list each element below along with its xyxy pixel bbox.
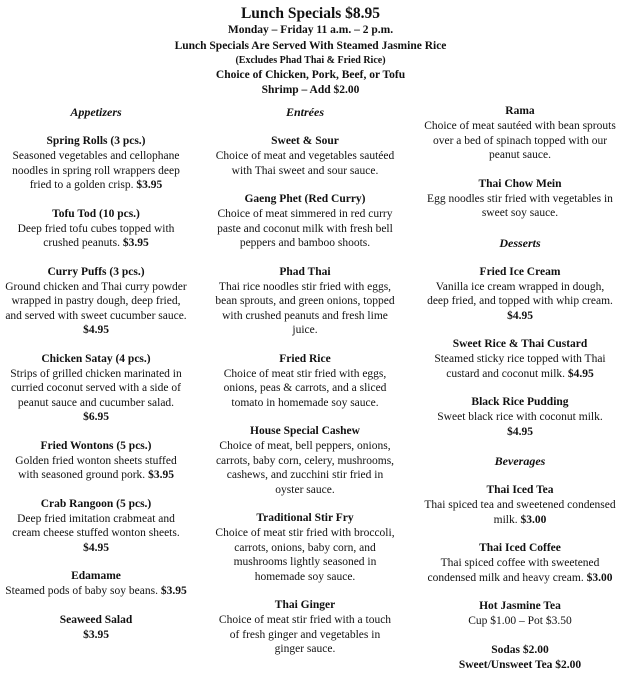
- menu-item-description-block: [214, 613, 396, 657]
- menu-item-description: Egg noodles stir fried with vegetables in sweet soy sauce.: [427, 192, 613, 219]
- menu-item-description: Steamed pods of baby soy beans.: [5, 585, 158, 597]
- menu-item-description: Steamed sticky rice topped with Thai custard and coconut milk.: [434, 353, 606, 380]
- menu-item-description: Ground chicken and Thai curry powder wrapped in pastry dough, deep fried, and served with sweet cucumber sauce.: [5, 280, 187, 322]
- menu-item-price: $4.95: [567, 367, 594, 380]
- menu-item-description-block: [4, 149, 188, 193]
- menu-item-name: Hot Jasmine Tea: [479, 600, 561, 612]
- menu-item-name: Sweet Rice & Thai Custard: [452, 338, 588, 350]
- menu-item-description: Thai spiced coffee with sweetened condensed milk and heavy cream.: [427, 557, 600, 584]
- menu-item-name: Seaweed Salad: [59, 613, 133, 626]
- menu-item-description: Golden fried wonton sheets stuffed with seasoned ground pork.: [15, 454, 177, 481]
- menu-item-description: Choice of meat and vegetables sautéed with Thai sweet and sour sauce.: [215, 150, 395, 177]
- menu-item-description-block: [214, 439, 396, 497]
- menu-item-description-block: [214, 280, 396, 338]
- menu-item-description-block: [424, 498, 616, 527]
- menu-item: [424, 177, 616, 221]
- menu-item: [4, 569, 188, 599]
- menu-item-description-block: [214, 149, 396, 178]
- menu-item-name: Traditional Stir Fry: [256, 512, 354, 524]
- menu-item-name: Crab Rangoon (5 pcs.): [40, 497, 152, 510]
- header-shrimp: Shrimp – Add $2.00: [261, 84, 360, 96]
- menu-item-name: Thai Chow Mein: [478, 177, 562, 190]
- menu-item: [4, 207, 188, 251]
- menu-item-description-block: [4, 367, 188, 425]
- menu-item-name: Phad Thai: [279, 265, 331, 278]
- section-heading-desserts: Desserts: [499, 235, 541, 250]
- menu-item-price: $3.95: [122, 237, 149, 249]
- header-hours: Monday – Friday 11 a.m. – 2 p.m.: [227, 24, 394, 36]
- menu-item-description-block: [4, 584, 188, 599]
- menu-item-description-block: [214, 526, 396, 584]
- menu-item: [4, 497, 188, 556]
- menu-item-description: Strips of grilled chicken marinated in curried coconut served with a side of peanut sauce and cucumber salad.: [10, 367, 182, 409]
- menu-item: [214, 265, 396, 338]
- menu-item-description: Deep fried imitation crabmeat and cream cheese stuffed wonton sheets.: [12, 512, 180, 539]
- menu-item-description-block: [4, 512, 188, 556]
- menu-item-description-block: [214, 207, 396, 251]
- menu-item: [424, 541, 616, 585]
- section-heading-entr-es: Entrées: [285, 105, 324, 119]
- menu-item-name: Sodas $2.00: [491, 643, 549, 656]
- menu-item-price: $3.95: [148, 469, 174, 481]
- menu-column-right: [424, 104, 616, 673]
- menu-item-name: Gaeng Phet (Red Curry): [244, 193, 366, 205]
- menu-item: [424, 337, 616, 381]
- menu-item-name: Edamame: [71, 570, 121, 582]
- menu-item: [424, 643, 616, 658]
- menu-item-name: Curry Puffs (3 pcs.): [47, 265, 145, 278]
- menu-item-description-block: [4, 280, 188, 338]
- menu-item-name: Black Rice Pudding: [471, 396, 569, 408]
- menu-item-description: Choice of meat, bell peppers, onions, carrots, baby corn, celery, mushrooms, cashews, and zucchini stir fried in oyster sauce.: [215, 440, 395, 496]
- menu-item-price: $4.95: [507, 309, 533, 322]
- menu-item-description: Thai spiced tea and sweetened condensed milk.: [424, 499, 616, 526]
- menu-column-left: [4, 104, 188, 642]
- menu-header: [0, 4, 621, 99]
- menu-item-description: Choice of meat simmered in red curry paste and coconut milk with fresh bell peppers and bamboo shoots.: [217, 208, 393, 249]
- menu-item-price: $3.95: [83, 628, 109, 641]
- menu-item-name: Fried Wontons (5 pcs.): [40, 439, 152, 452]
- header-excludes: (Excludes Phad Thai & Fried Rice): [235, 55, 386, 66]
- menu-item-price: $3.00: [586, 571, 613, 584]
- header-choice: Choice of Chicken, Pork, Beef, or Tofu: [215, 68, 406, 81]
- menu-item-description-block: [4, 628, 188, 643]
- section-heading-appetizers: Appetizers: [70, 105, 122, 119]
- menu-item-price: $6.95: [83, 411, 109, 423]
- menu-item-price: $3.95: [160, 585, 187, 597]
- menu-item-description: Seasoned vegetables and cellophane noodles in spring roll wrappers deep fried to a golden crisp.: [12, 150, 180, 191]
- menu-item: [4, 613, 188, 643]
- menu-item-price: $3.95: [136, 179, 163, 191]
- menu-item-name: Thai Iced Coffee: [479, 542, 561, 554]
- menu-item-description: Deep fried tofu cubes topped with crushed peanuts.: [17, 222, 175, 249]
- menu-item-description: Sweet black rice with coconut milk.: [437, 411, 603, 423]
- menu-item: [214, 424, 396, 497]
- menu-item-description-block: [424, 280, 616, 324]
- menu-item: [214, 352, 396, 411]
- menu-item-description-block: [424, 410, 616, 439]
- menu-item-description-block: [424, 614, 616, 629]
- menu-item-description: Vanilla ice cream wrapped in dough, deep fried, and topped with whip cream.: [427, 280, 613, 307]
- menu-item: [424, 265, 616, 324]
- menu-item: [424, 483, 616, 527]
- menu-item: [424, 395, 616, 439]
- menu-item-name: Sweet/Unsweet Tea $2.00: [458, 658, 582, 671]
- menu-item-description-block: [424, 192, 616, 221]
- menu-item-description: Choice of meat stir fried with broccoli, carrots, onions, baby corn, and mushrooms lightly seasoned in homemade soy sauce.: [215, 527, 395, 583]
- menu-item: [214, 192, 396, 251]
- menu-item: [214, 134, 396, 178]
- menu-item-description: Choice of meat stir fried with a touch of fresh ginger and vegetables in ginger sauce.: [218, 614, 392, 655]
- menu-item-name: Sweet & Sour: [271, 135, 339, 147]
- menu-item-description: Choice of meat sautéed with bean sprouts over a bed of spinach topped with our peanut sauce.: [424, 120, 616, 161]
- menu-item: [4, 134, 188, 193]
- menu-item: [424, 658, 616, 673]
- menu-column-middle: [214, 104, 396, 657]
- menu-item-price: $4.95: [507, 425, 533, 438]
- menu-item-name: Tofu Tod (10 pcs.): [52, 207, 140, 220]
- menu-item-description-block: [424, 556, 616, 585]
- menu-item-description-block: [424, 119, 616, 163]
- menu-item: [4, 352, 188, 425]
- menu-item-name: Chicken Satay (4 pcs.): [41, 352, 151, 365]
- menu-item-price: $4.95: [83, 324, 109, 336]
- menu-item-description-block: [4, 454, 188, 483]
- header-served-with: Lunch Specials Are Served With Steamed Jasmine Rice: [174, 39, 447, 52]
- menu-item: [4, 439, 188, 483]
- menu-item-name: Thai Ginger: [274, 599, 336, 611]
- menu-item-price: $3.00: [520, 513, 547, 526]
- menu-item-description: Cup $1.00 – Pot $3.50: [468, 615, 572, 627]
- menu-item-name: Fried Rice: [279, 352, 331, 365]
- menu-item-description: Thai rice noodles stir fried with eggs, bean sprouts, and green onions, topped with crushed peanuts and fresh lime juice.: [215, 280, 395, 336]
- menu-item-description-block: [4, 222, 188, 251]
- menu-item-name: Spring Rolls (3 pcs.): [46, 135, 146, 147]
- menu-item-name: House Special Cashew: [250, 425, 360, 437]
- menu-item-name: Thai Iced Tea: [486, 484, 554, 496]
- menu-item-name: Rama: [505, 105, 535, 117]
- header-title: Lunch Specials $8.95: [240, 5, 381, 22]
- section-heading-beverages: Beverages: [494, 454, 546, 468]
- menu-item-description-block: [214, 367, 396, 411]
- menu-item-description: Choice of meat stir fried with eggs, onions, peas & carrots, and a sliced tomato in homemade soy sauce.: [223, 367, 387, 409]
- menu-item-name: Fried Ice Cream: [479, 265, 561, 278]
- menu-item: [4, 265, 188, 338]
- menu-item-description-block: [424, 352, 616, 381]
- menu-item: [424, 104, 616, 163]
- menu-item: [424, 599, 616, 629]
- menu-item: [214, 598, 396, 657]
- menu-item-price: $4.95: [83, 541, 109, 554]
- menu-item: [214, 511, 396, 584]
